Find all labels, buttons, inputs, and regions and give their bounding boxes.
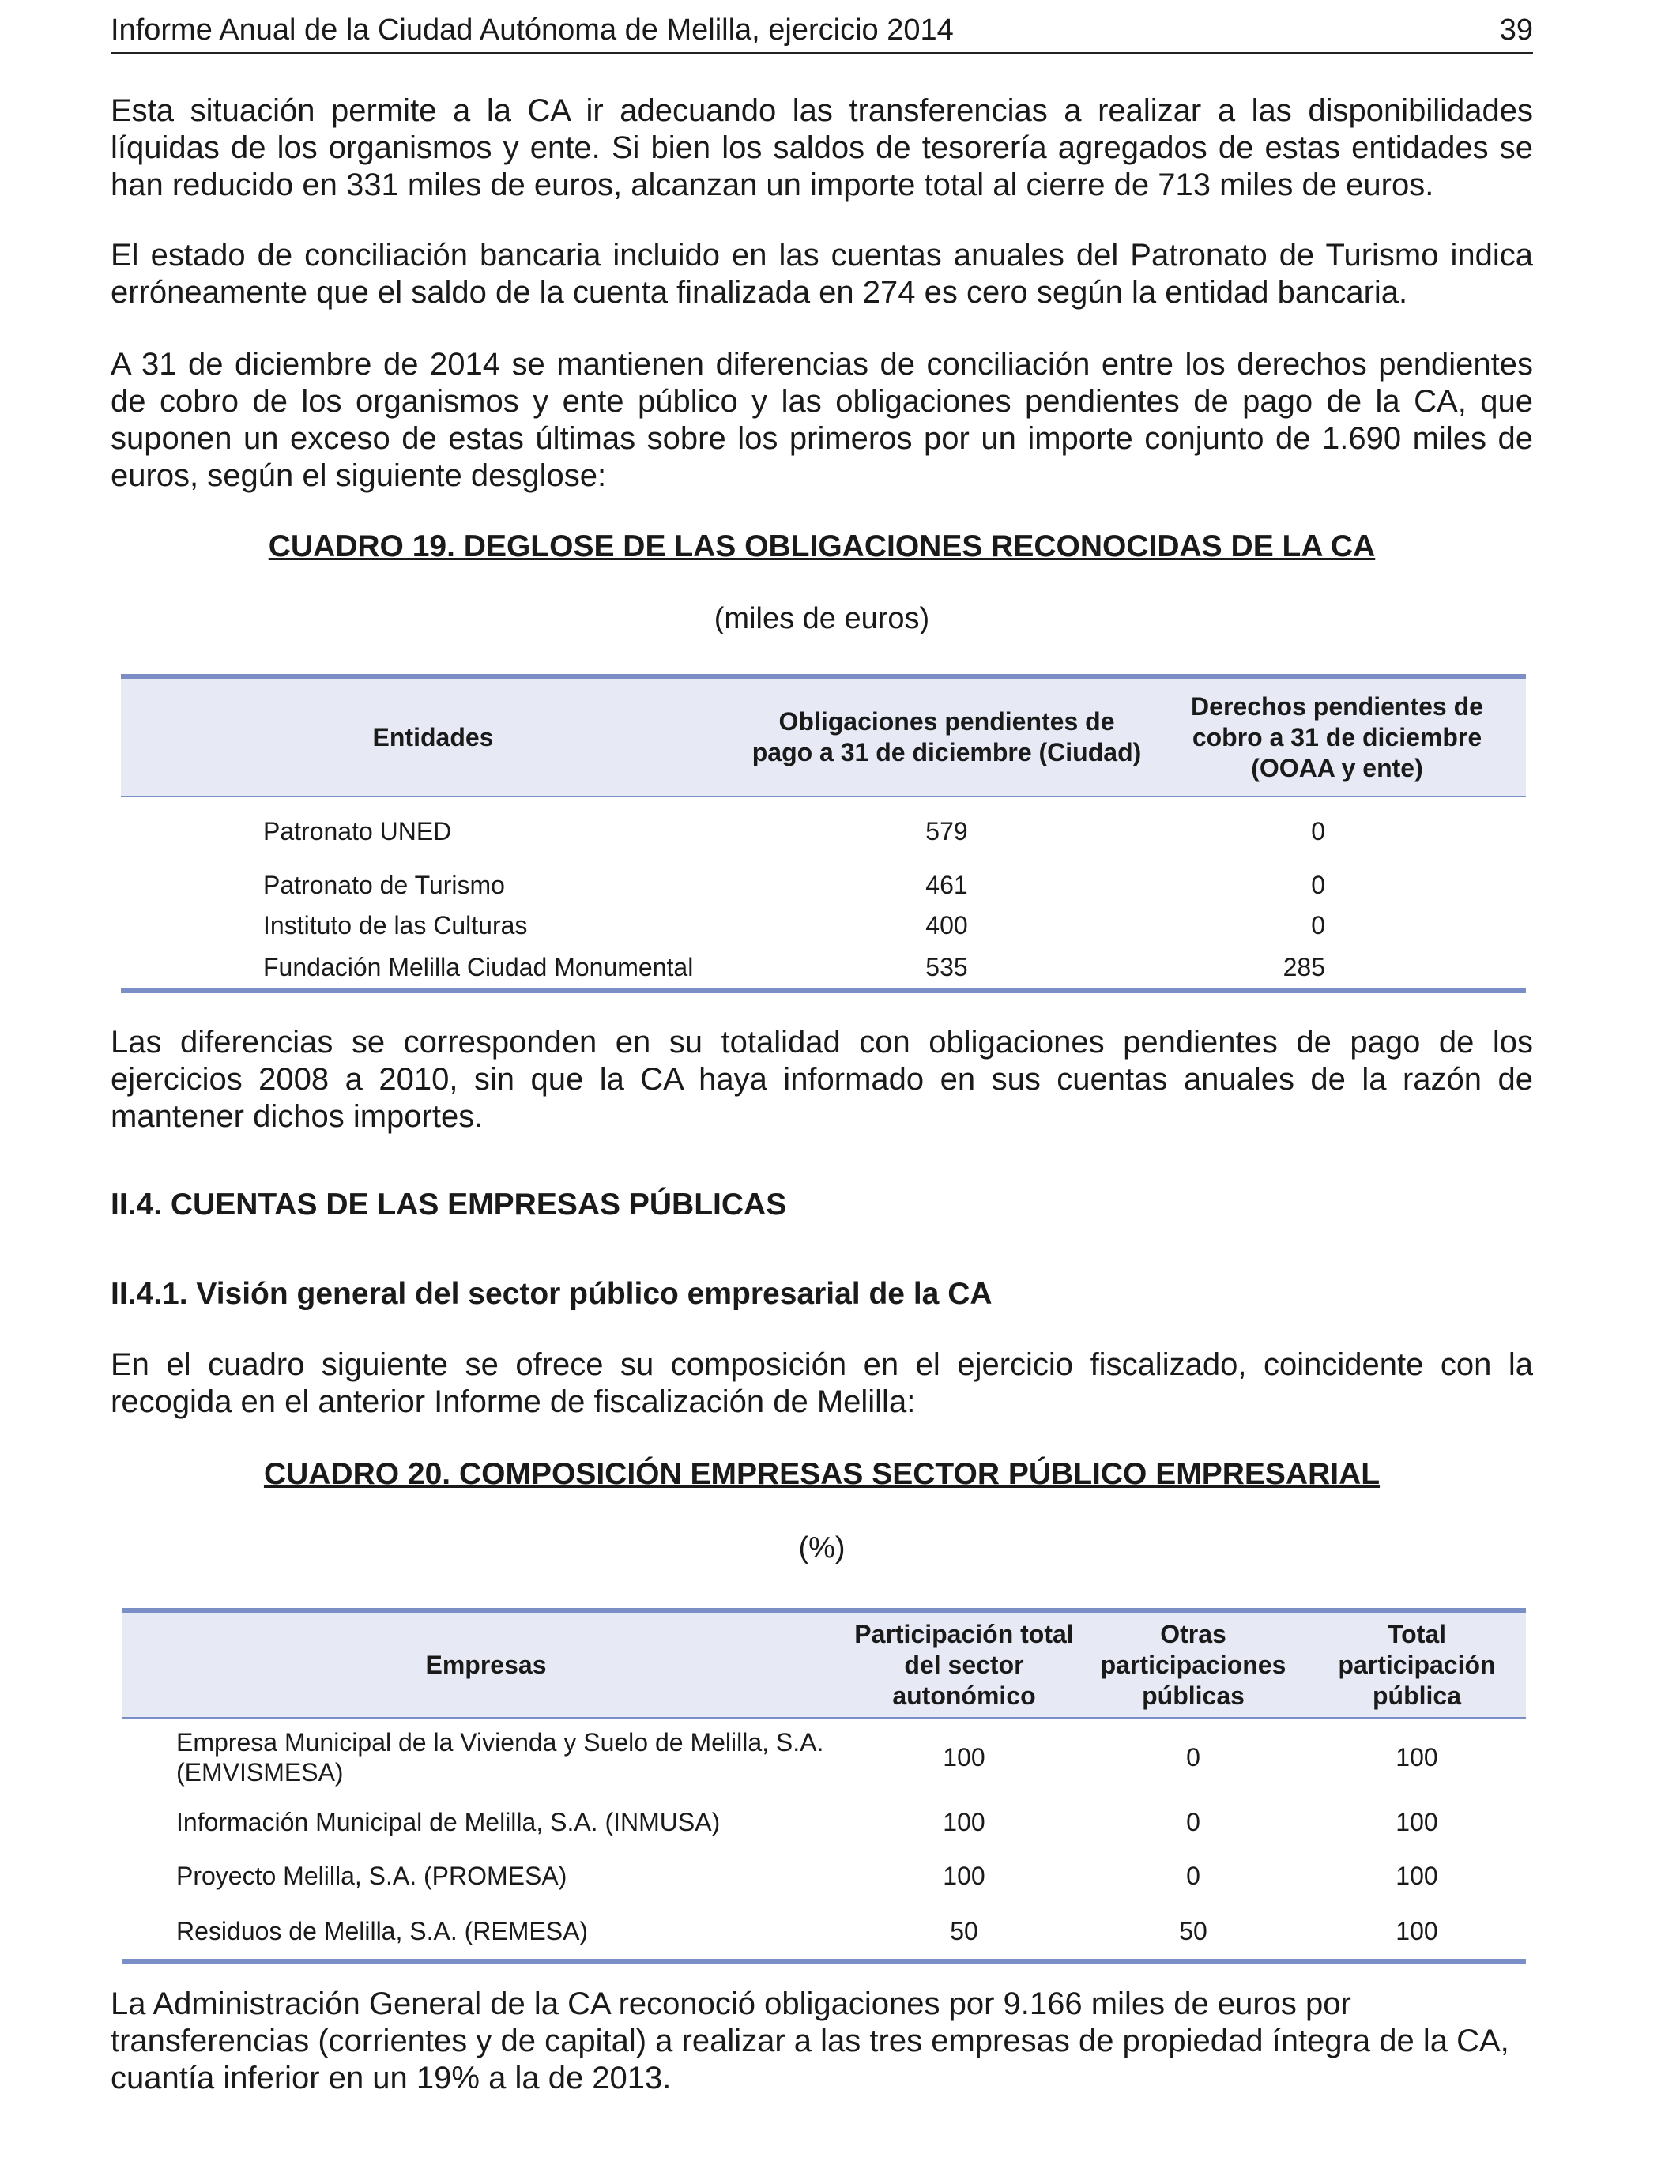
total-participacion-value: 100 <box>1396 1742 1438 1772</box>
table-row <box>122 1795 1526 1849</box>
subsection-heading: II.4.1. Visión general del sector público empresarial de la CA <box>111 1277 993 1311</box>
column-header-participacion-sector: Participación total del sector autonómico <box>849 1610 1079 1718</box>
cuadro20-table <box>122 1608 1526 1964</box>
total-participacion-value: 100 <box>1396 1862 1438 1890</box>
table-row <box>122 1903 1526 1961</box>
participacion-sector-value: 50 <box>849 1903 1079 1961</box>
page-number: 39 <box>1499 13 1533 47</box>
participacion-sector-value: 100 <box>943 1862 985 1890</box>
table-row <box>121 906 1526 945</box>
company-name: Información Municipal de Melilla, S.A. (INMUSA) <box>176 1808 721 1836</box>
column-header-obligaciones: Obligaciones pendientes de pago a 31 de diciembre (Ciudad) <box>745 676 1148 796</box>
column-header-total-participacion: Total participación pública <box>1308 1610 1526 1718</box>
derechos-value: 0 <box>1311 871 1325 899</box>
derechos-value: 0 <box>1311 816 1325 845</box>
obligaciones-value: 461 <box>925 871 968 899</box>
paragraph-treasury-balances: Esta situación permite a la CA ir adecuando las transferencias a realizar a las disponibilidades líquidas de los organismos y ente. Si bien los saldos de tesorería agregados de estas entidades se han reducido en 331 miles de euros, alcanzan un importe total al cierre de 713 miles de euros. <box>111 93 1533 202</box>
table-header-row <box>122 1610 1526 1718</box>
participacion-sector-value: 100 <box>943 1808 985 1836</box>
cuadro19-unit: (miles de euros) <box>714 602 930 635</box>
total-participacion-value: 100 <box>1396 1808 1438 1836</box>
otras-participaciones-value: 0 <box>1186 1808 1200 1836</box>
paragraph-reconciliation-differences: A 31 de diciembre de 2014 se mantienen diferencias de conciliación entre los derechos pendientes de cobro de los organismos y ente público y las obligaciones pendientes de pago de la CA, que suponen un exceso de estas últimas sobre los primeros por un importe conjunto de 1.690 miles de euros, según el siguiente desglose: <box>111 347 1533 493</box>
paragraph-composition-intro: En el cuadro siguiente se ofrece su composición en el ejercicio fiscalizado, coincidente con la recogida en el anterior Informe de fiscalización de Melilla: <box>111 1347 1533 1419</box>
obligaciones-value: 400 <box>925 911 968 939</box>
table-row <box>122 1849 1526 1903</box>
page-header <box>111 8 1533 54</box>
otras-participaciones-value: 0 <box>1186 1862 1200 1890</box>
table-row <box>121 796 1526 864</box>
table-header-row <box>121 676 1526 796</box>
paragraph-transfers: La Administración General de la CA reconoció obligaciones por 9.166 miles de euros por transferencias (corrientes y de capital) a realizar a las tres empresas de propiedad íntegra de la CA, cuantía inferior en un 19% a la de 2013. <box>111 1986 1509 2096</box>
entity-name: Instituto de las Culturas <box>263 911 528 939</box>
cuadro20-caption: CUADRO 20. COMPOSICIÓN EMPRESAS SECTOR PÚBLICO EMPRESARIAL <box>263 1457 1381 1491</box>
table-row <box>121 945 1526 991</box>
participacion-sector-value: 100 <box>943 1742 985 1772</box>
cuadro20-unit: (%) <box>798 1531 846 1565</box>
table-row <box>121 864 1526 906</box>
report-title: Informe Anual de la Ciudad Autónoma de Melilla, ejercicio 2014 <box>111 13 954 47</box>
total-participacion-value: 100 <box>1308 1903 1526 1961</box>
entity-name: Fundación Melilla Ciudad Monumental <box>121 945 745 991</box>
obligaciones-value: 579 <box>925 816 968 845</box>
company-name: Residuos de Melilla, S.A. (REMESA) <box>122 1903 849 1961</box>
company-name: Proyecto Melilla, S.A. (PROMESA) <box>176 1862 567 1890</box>
entity-name: Patronato UNED <box>263 816 452 845</box>
cuadro19-table <box>121 674 1526 993</box>
column-header-otras-participaciones: Otras participaciones públicas <box>1079 1610 1308 1718</box>
section-heading: II.4. CUENTAS DE LAS EMPRESAS PÚBLICAS <box>111 1188 787 1222</box>
derechos-value: 285 <box>1148 945 1526 991</box>
paragraph-bank-reconciliation: El estado de conciliación bancaria incluido en las cuentas anuales del Patronato de Turismo indica erróneamente que el saldo de la cuenta finalizada en 274 es cero según la entidad bancaria. <box>111 238 1533 310</box>
cuadro19-caption: CUADRO 19. DEGLOSE DE LAS OBLIGACIONES RECONOCIDAS DE LA CA <box>268 529 1376 563</box>
otras-participaciones-value: 0 <box>1186 1742 1200 1772</box>
obligaciones-value: 535 <box>745 945 1148 991</box>
column-header-entidades: Entidades <box>121 676 745 796</box>
company-name: Empresa Municipal de la Vivienda y Suelo de Melilla, S.A. (EMVISMESA) <box>176 1727 824 1787</box>
table-row <box>122 1718 1526 1795</box>
entity-name: Patronato de Turismo <box>263 871 505 899</box>
column-header-derechos: Derechos pendientes de cobro a 31 de diciembre (OOAA y ente) <box>1148 676 1526 796</box>
derechos-value: 0 <box>1311 911 1325 939</box>
column-header-empresas: Empresas <box>122 1610 849 1718</box>
otras-participaciones-value: 50 <box>1079 1903 1308 1961</box>
paragraph-differences-explanation: Las diferencias se corresponden en su totalidad con obligaciones pendientes de pago de los ejercicios 2008 a 2010, sin que la CA haya informado en sus cuentas anuales de la razón de mantener dichos importes. <box>111 1025 1533 1134</box>
